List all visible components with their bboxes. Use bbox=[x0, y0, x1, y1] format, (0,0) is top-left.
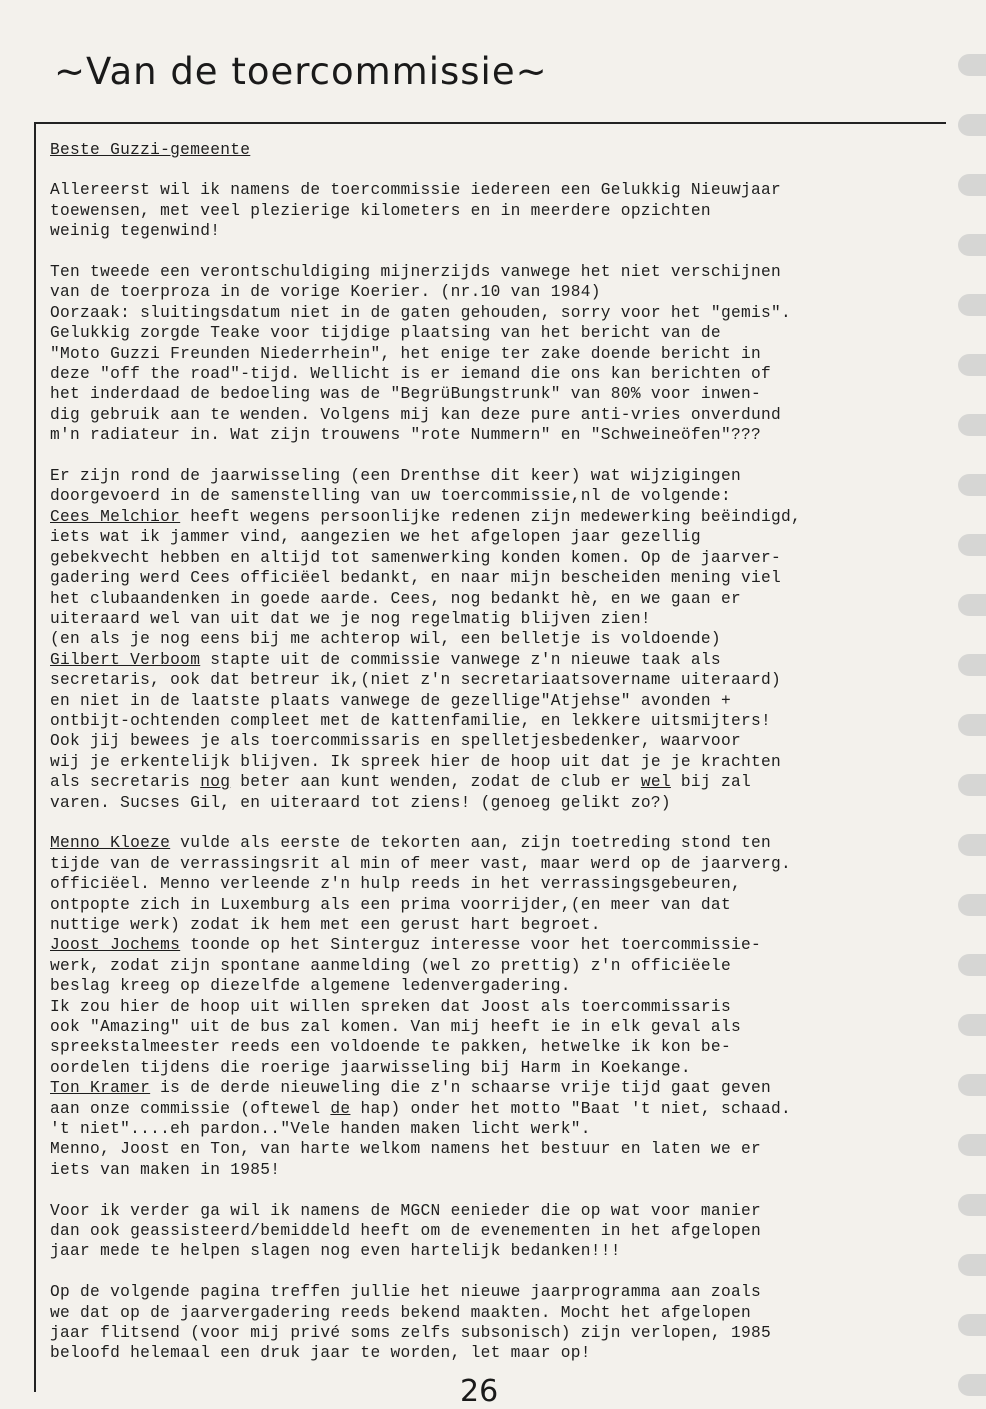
text-line: nuttige werk) zodat ik hem met een gerust hart begroet. bbox=[50, 915, 601, 934]
binder-hole bbox=[958, 1134, 986, 1156]
text-fragment: beter aan kunt wenden, zodat de club er bbox=[230, 773, 641, 792]
page-number: 26 bbox=[460, 1374, 499, 1409]
emphasis-de: de bbox=[330, 1099, 351, 1118]
member-name-menno: Menno Kloeze bbox=[50, 834, 171, 853]
text-line: Gelukkig zorgde Teake voor tijdige plaatsing van het bericht van de bbox=[50, 324, 721, 343]
text-line: toewensen, met veel plezierige kilometers en in meerdere opzichten bbox=[50, 201, 711, 220]
paragraph-new-year bbox=[50, 180, 960, 241]
paragraph-committee-changes bbox=[50, 466, 960, 813]
text-line: en niet in de laatste plaats vanwege de gezellige"Atjehse" avonden + bbox=[50, 691, 731, 710]
text-line: ontpopte zich in Luxemburg als een prima voorrijder,(en meer van dat bbox=[50, 895, 731, 914]
binder-hole bbox=[958, 1314, 986, 1336]
text-line: "Moto Guzzi Freunden Niederrhein", het enige ter zake doende bericht in bbox=[50, 344, 761, 363]
member-name-joost: Joost Jochems bbox=[50, 936, 181, 955]
text-line: m'n radiateur in. Wat zijn trouwens "rote Nummern" en "Schweineöfen"??? bbox=[50, 426, 761, 445]
binder-hole bbox=[958, 714, 986, 736]
text-line: Oorzaak: sluitingsdatum niet in de gaten gehouden, sorry voor het "gemis". bbox=[50, 303, 792, 322]
text-line: secretaris, ook dat betreur ik,(niet z'n secretariaatsovername uiteraard) bbox=[50, 671, 782, 690]
member-name-ton: Ton Kramer bbox=[50, 1079, 151, 1098]
text-fragment: heeft wegens persoonlijke redenen zijn medewerking beëindigd, bbox=[180, 507, 802, 526]
binder-hole bbox=[958, 234, 986, 256]
text-fragment: aan onze commissie (oftewel bbox=[50, 1099, 331, 1118]
text-line: het clubaandenken in goede aarde. Cees, nog bedankt hè, en we gaan er bbox=[50, 589, 741, 608]
text-line bbox=[50, 1099, 960, 1119]
binder-hole bbox=[958, 894, 986, 916]
salutation: Beste Guzzi-gemeente bbox=[50, 141, 251, 159]
text-line: Allereerst wil ik namens de toercommissie iedereen een Gelukkig Nieuwjaar bbox=[50, 181, 782, 200]
text-line: dan ook geassisteerd/bemiddeld heeft om de evenementen in het afgelopen bbox=[50, 1222, 761, 1241]
text-line: officiëel. Menno verleende z'n hulp reeds in het verrassingsgebeuren, bbox=[50, 875, 741, 894]
text-line: wij je erkentelijk blijven. Ik spreek hier de hoop uit dat je je krachten bbox=[50, 752, 782, 771]
text-fragment: bij zal bbox=[670, 773, 752, 792]
text-line bbox=[50, 772, 960, 792]
text-line: spreekstalmeester reeds een voldoende te pakken, hetwelke ik kon be- bbox=[50, 1038, 731, 1057]
text-line bbox=[50, 833, 960, 853]
binder-hole bbox=[958, 654, 986, 676]
text-line: Ik zou hier de hoop uit willen spreken dat Joost als toercommissaris bbox=[50, 997, 731, 1016]
text-line: beslag kreeg op diezelfde algemene ledenvergadering. bbox=[50, 977, 571, 996]
text-line bbox=[50, 1078, 960, 1098]
paragraph-next-page bbox=[50, 1282, 960, 1364]
text-line: Voor ik verder ga wil ik namens de MGCN eenieder die op wat voor manier bbox=[50, 1201, 761, 1220]
text-line: varen. Sucses Gil, en uiteraard tot ziens! (genoeg gelikt zo?) bbox=[50, 793, 671, 812]
text-fragment: als secretaris bbox=[50, 773, 201, 792]
binder-hole bbox=[958, 474, 986, 496]
member-name-gilbert: Gilbert Verboom bbox=[50, 650, 201, 669]
text-line: doorgevoerd in de samenstelling van uw toercommissie,nl de volgende: bbox=[50, 487, 731, 506]
binder-hole bbox=[958, 834, 986, 856]
binder-hole bbox=[958, 534, 986, 556]
paragraph-thanks bbox=[50, 1201, 960, 1262]
binder-hole bbox=[958, 114, 986, 136]
text-line: beloofd helemaal een druk jaar te worden, let maar op! bbox=[50, 1344, 591, 1363]
text-line: Menno, Joost en Ton, van harte welkom namens het bestuur en laten we er bbox=[50, 1140, 761, 1159]
binder-hole bbox=[958, 1014, 986, 1036]
binder-hole bbox=[958, 954, 986, 976]
binder-hole bbox=[958, 354, 986, 376]
text-fragment: is de derde nieuweling die z'n schaarse vrije tijd gaat geven bbox=[150, 1079, 772, 1098]
text-fragment: toonde op het Sinterguz interesse voor het toercommissie- bbox=[180, 936, 762, 955]
emphasis-wel: wel bbox=[640, 773, 671, 792]
text-line: jaar mede te helpen slagen nog even hartelijk bedanken!!! bbox=[50, 1242, 621, 1261]
text-line: het inderdaad de bedoeling was de "BegrüBungstrunk" van 80% voor inwen- bbox=[50, 385, 761, 404]
text-line: deze "off the road"-tijd. Wellicht is er iemand die ons kan berichten of bbox=[50, 365, 772, 384]
binder-hole bbox=[958, 1374, 986, 1396]
binder-hole bbox=[958, 54, 986, 76]
binder-hole bbox=[958, 294, 986, 316]
text-line: werk, zodat zijn spontane aanmelding (wel zo prettig) z'n officiëele bbox=[50, 956, 731, 975]
text-line: dig gebruik aan te wenden. Volgens mij kan deze pure anti-vries onverdund bbox=[50, 405, 782, 424]
text-line: iets wat ik jammer vind, aangezien we het afgelopen jaar gezellig bbox=[50, 528, 701, 547]
text-line: Er zijn rond de jaarwisseling (een Drenthse dit keer) wat wijzigingen bbox=[50, 467, 741, 486]
text-line bbox=[50, 507, 960, 527]
text-line: Ten tweede een verontschuldiging mijnerzijds vanwege het niet verschijnen bbox=[50, 263, 782, 282]
text-line: iets van maken in 1985! bbox=[50, 1160, 281, 1179]
text-line: (en als je nog eens bij me achterop wil, een belletje is voldoende) bbox=[50, 630, 721, 649]
text-fragment: hap) onder het motto "Baat 't niet, schaad. bbox=[350, 1099, 792, 1118]
text-line bbox=[50, 650, 960, 670]
text-line bbox=[50, 935, 960, 955]
text-line: Op de volgende pagina treffen jullie het nieuwe jaarprogramma aan zoals bbox=[50, 1283, 761, 1302]
binder-hole bbox=[958, 174, 986, 196]
emphasis-nog: nog bbox=[200, 773, 231, 792]
paragraph-apology bbox=[50, 262, 960, 446]
text-line: van de toerproza in de vorige Koerier. (nr.10 van 1984) bbox=[50, 283, 601, 302]
binder-hole bbox=[958, 1194, 986, 1216]
text-line: ontbijt-ochtenden compleet met de kattenfamilie, en lekkere uitsmijters! bbox=[50, 711, 772, 730]
text-line: weinig tegenwind! bbox=[50, 222, 221, 241]
text-line: gadering werd Cees officiëel bedankt, en naar mijn bescheiden mening viel bbox=[50, 569, 782, 588]
binder-hole bbox=[958, 774, 986, 796]
text-line: we dat op de jaarvergadering reeds bekend maakten. Mocht het afgelopen bbox=[50, 1303, 751, 1322]
text-line: uiteraard wel van uit dat we je nog regelmatig blijven zien! bbox=[50, 609, 651, 628]
member-name-cees: Cees Melchior bbox=[50, 507, 181, 526]
text-line: 't niet"....eh pardon.."Vele handen maken licht werk". bbox=[50, 1120, 591, 1139]
paragraph-new-members bbox=[50, 833, 960, 1180]
text-line: gebekvecht hebben en altijd tot samenwerking konden komen. Op de jaarver- bbox=[50, 548, 782, 567]
binder-hole bbox=[958, 594, 986, 616]
text-line: ook "Amazing" uit de bus zal komen. Van mij heeft ie in elk geval als bbox=[50, 1018, 741, 1037]
binder-hole bbox=[958, 1074, 986, 1096]
text-fragment: stapte uit de commissie vanwege z'n nieuwe taak als bbox=[200, 650, 721, 669]
binder-hole bbox=[958, 414, 986, 436]
binder-hole bbox=[958, 1254, 986, 1276]
text-line: oordelen tijdens die roerige jaarwisseling bij Harm in Koekange. bbox=[50, 1058, 691, 1077]
text-line: tijde van de verrassingsrit al min of meer vast, maar werd op de jaarverg. bbox=[50, 854, 792, 873]
letter-body bbox=[50, 140, 960, 1384]
page-title: ~Van de toercommissie~ bbox=[54, 50, 548, 93]
text-line: Ook jij bewees je als toercommissaris en spelletjesbedenker, waarvoor bbox=[50, 732, 741, 751]
frame-top-rule bbox=[34, 122, 946, 124]
frame-left-rule bbox=[34, 122, 36, 1392]
text-line: jaar flitsend (voor mij privé soms zelfs subsonisch) zijn verlopen, 1985 bbox=[50, 1324, 772, 1343]
text-fragment: vulde als eerste de tekorten aan, zijn toetreding stond ten bbox=[170, 834, 772, 853]
